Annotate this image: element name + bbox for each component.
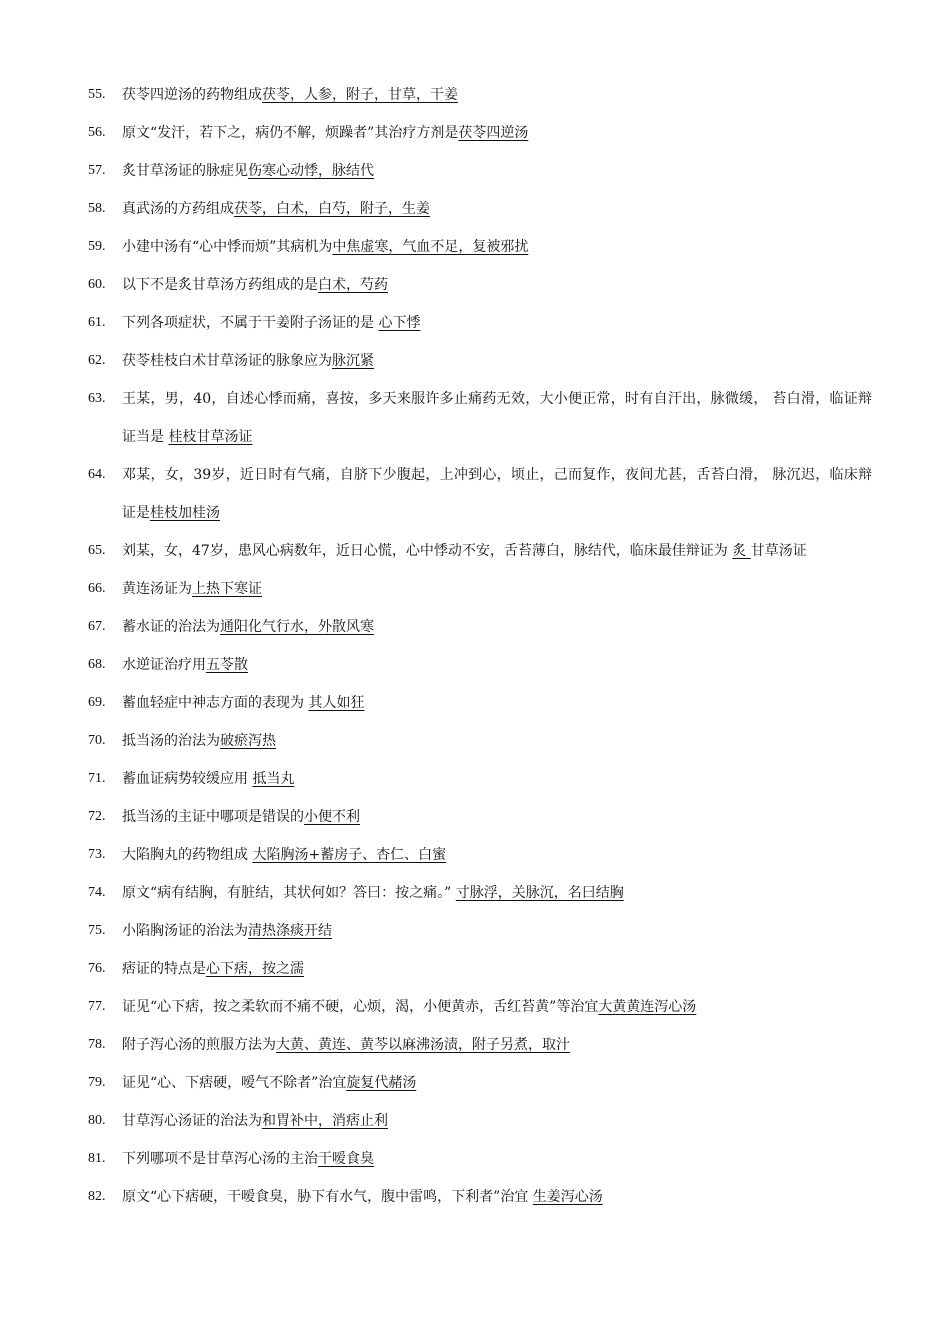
question-text: 附子泻心汤的煎服方法为 [122,1037,276,1053]
list-item [88,228,872,266]
list-item [88,760,872,798]
question-text: 原文“病有结胸，有脏结，其状何如？答曰：按之痛。” [122,885,456,901]
question-text: 痞证的特点是 [122,961,206,977]
list-item [88,912,872,950]
item-number: 56. [88,125,106,140]
item-content [122,342,872,380]
item-number: 72. [88,809,106,824]
list-item [88,1026,872,1064]
item-number: 65. [88,543,106,558]
list-item [88,114,872,152]
list-item [88,608,872,646]
question-text: 真武汤的方药组成 [122,201,234,217]
answer-text: 和胃补中，消痞止利 [262,1113,388,1129]
item-content [122,228,872,266]
list-item [88,836,872,874]
answer-text: 旋复代赭汤 [346,1075,417,1091]
answer-text: 寸脉浮，关脉沉，名曰结胸 [455,885,624,901]
answer-suffix: 甘草汤证 [750,543,807,559]
answer-text: 生姜泻心汤 [532,1189,603,1205]
item-number: 75. [88,923,106,938]
answer-text: 茯苓，人参，附子，甘草，干姜 [262,87,458,103]
question-text: 小建中汤有“心中悸而烦”其病机为 [122,239,333,255]
item-number: 78. [88,1037,106,1052]
item-number: 79. [88,1075,106,1090]
item-content [122,760,872,798]
list-item [88,266,872,304]
item-content [122,532,872,570]
list-item [88,76,872,114]
item-content [122,266,872,304]
item-content [122,608,872,646]
question-text: 蓄血轻症中神志方面的表现为 [122,695,309,711]
answer-text: 大陷胸汤+蓄房子、杏仁、白蜜 [252,847,447,863]
item-content [122,646,872,684]
question-text: 小陷胸汤证的治法为 [122,923,248,939]
list-item [88,874,872,912]
answer-text: 桂枝甘草汤证 [168,429,253,445]
item-content [122,570,872,608]
item-content [122,950,872,988]
list-item [88,722,872,760]
list-item [88,1064,872,1102]
item-number: 69. [88,695,106,710]
item-number: 82. [88,1189,106,1204]
question-text: 下列各项症状，不属于干姜附子汤证的是 [122,315,379,331]
answer-text: 其人如狂 [308,695,365,711]
answer-text: 脉沉紧 [332,353,374,369]
question-text: 邓某，女，39岁，近日时有气痛，自脐下少腹起，上冲到心，顷止，己而复作，夜间尤甚，舌苔白滑， 脉沉迟，临床辩证是 [122,467,872,521]
answer-text: 桂枝加桂汤 [150,505,220,521]
item-content [122,380,872,456]
item-number: 63. [88,391,106,406]
answer-text: 心下痞，按之濡 [206,961,304,977]
answer-text: 大黄、黄连、黄芩以麻沸汤渍，附子另煮，取汁 [276,1037,570,1053]
answer-text: 上热下寒证 [192,581,262,597]
item-number: 60. [88,277,106,292]
question-text: 水逆证治疗用 [122,657,206,673]
item-number: 66. [88,581,106,596]
answer-text: 破瘀泻热 [220,733,276,749]
item-content [122,798,872,836]
item-content [122,304,872,342]
list-item [88,646,872,684]
answer-text: 中焦虚寒，气血不足，复被邪扰 [332,239,529,255]
item-number: 58. [88,201,106,216]
item-number: 81. [88,1151,106,1166]
answer-text: 茯苓四逆汤 [458,125,529,141]
item-content [122,114,872,152]
list-item [88,152,872,190]
list-item [88,532,872,570]
item-number: 80. [88,1113,106,1128]
list-item [88,950,872,988]
question-text: 原文“心下痞硬，干嗳食臭，胁下有水气，腹中雷鸣，下利者”治宜 [122,1189,533,1205]
item-number: 62. [88,353,106,368]
list-item [88,304,872,342]
answer-text: 抵当丸 [252,771,295,787]
list-item [88,570,872,608]
list-item [88,988,872,1026]
question-text: 甘草泻心汤证的治法为 [122,1113,262,1129]
item-content [122,1178,872,1216]
item-content [122,1102,872,1140]
answer-text: 伤寒心动悸，脉结代 [248,163,374,179]
answer-text: 小便不利 [304,809,360,825]
item-number: 76. [88,961,106,976]
item-content [122,1064,872,1102]
item-number: 74. [88,885,106,900]
item-content [122,722,872,760]
question-text: 大陷胸丸的药物组成 [122,847,253,863]
item-content [122,988,872,1026]
question-text: 原文“发汗，若下之，病仍不解，烦躁者”其治疗方剂是 [122,125,459,141]
item-content [122,152,872,190]
question-text: 茯苓桂枝白术甘草汤证的脉象应为 [122,353,332,369]
item-number: 70. [88,733,106,748]
item-content [122,874,872,912]
item-number: 55. [88,87,106,102]
question-text: 以下不是炙甘草汤方药组成的是 [122,277,318,293]
list-item [88,456,872,532]
question-text: 黄连汤证为 [122,581,192,597]
item-number: 73. [88,847,106,862]
answer-text: 心下悸 [378,315,421,331]
item-number: 64. [88,467,106,482]
item-number: 57. [88,163,106,178]
question-text: 蓄血证病势较缓应用 [122,771,253,787]
question-text: 下列哪项不是甘草泻心汤的主治 [122,1151,318,1167]
item-content [122,1140,872,1178]
item-content [122,456,872,532]
answer-text: 通阳化气行水，外散风寒 [220,619,374,635]
question-text: 蓄水证的治法为 [122,619,220,635]
answer-text: 炙 [732,543,751,559]
list-item [88,1102,872,1140]
question-text: 茯苓四逆汤的药物组成 [122,87,262,103]
item-content [122,1026,872,1064]
list-item [88,190,872,228]
question-text: 炙甘草汤证的脉症见 [122,163,248,179]
item-number: 77. [88,999,106,1014]
item-number: 59. [88,239,106,254]
list-item [88,380,872,456]
item-content [122,836,872,874]
item-number: 68. [88,657,106,672]
question-text: 证见“心、下痞硬，嗳气不除者”治宜 [122,1075,347,1091]
answer-text: 白术，芍药 [318,277,388,293]
item-content [122,76,872,114]
answer-text: 五苓散 [206,657,248,673]
list-item [88,798,872,836]
list-item [88,684,872,722]
item-number: 71. [88,771,106,786]
answer-text: 清热涤痰开结 [248,923,332,939]
question-text: 刘某，女，47岁，患风心病数年，近日心慌，心中悸动不安，舌苔薄白，脉结代，临床最佳辩证为 [122,543,733,559]
question-text: 抵当汤的治法为 [122,733,220,749]
list-item [88,1140,872,1178]
question-list [88,76,872,1216]
question-text: 抵当汤的主证中哪项是错误的 [122,809,304,825]
question-text: 证见“心下痞，按之柔软而不痛不硬，心烦，渴，小便黄赤，舌红苔黄”等治宜 [122,999,599,1015]
answer-text: 干嗳食臭 [318,1151,374,1167]
item-content [122,190,872,228]
item-content [122,684,872,722]
item-number: 67. [88,619,106,634]
question-text: 王某，男，40，自述心悸而痛，喜按，多天来服许多止痛药无效，大小便正常，时有自汗出，脉微缓， 苔白滑，临证辩证当是 [122,391,872,445]
list-item [88,342,872,380]
item-number: 61. [88,315,106,330]
answer-text: 大黄黄连泻心汤 [598,999,697,1015]
list-item [88,1178,872,1216]
answer-text: 茯苓，白术，白芍，附子，生姜 [234,201,430,217]
item-content [122,912,872,950]
